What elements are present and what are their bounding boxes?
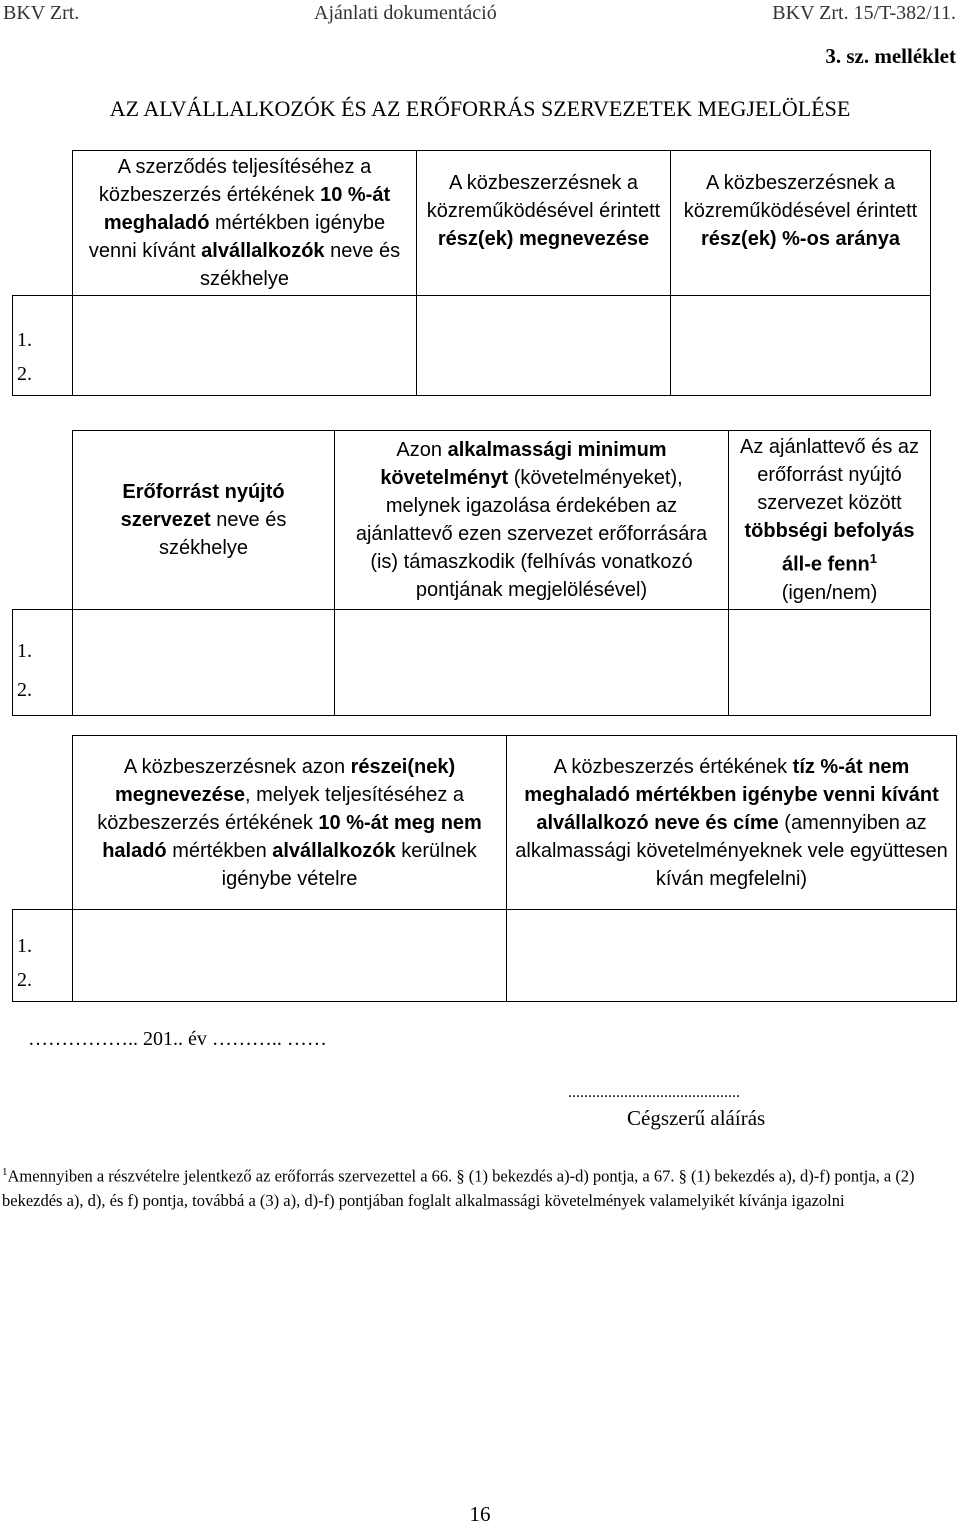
majority-influence-header: Az ajánlattevő és az erőforrást nyújtó szervezet között többségi befolyás áll-e fenn$^1$ (igen/nem) — [729, 431, 931, 610]
table-cell[interactable] — [729, 665, 931, 715]
row-number: 2. — [13, 960, 73, 1002]
row-number: 1. — [13, 910, 73, 960]
subcontractor-name-header: A szerződés teljesítéséhez a közbeszerzés értékének 10 %-át meghaladó mértékben igénybe venni kívánt alvállalkozók neve és székhelye — [73, 151, 417, 296]
table-cell[interactable] — [73, 665, 335, 715]
requirement-header: Azon alkalmassági minimum követelményt (követelményeket), melynek igazolása érdekében az ajánlattevő ezen szervezet erőforrására (is) támaszkodik (felhívás vonatkozó pontjának megjelölésével) — [335, 431, 729, 610]
header-ref: BKV Zrt. 15/T-382/11. — [772, 2, 956, 24]
table-cell[interactable] — [335, 609, 729, 665]
page-number: 16 — [469, 1502, 491, 1526]
table-cell[interactable] — [507, 910, 957, 960]
table-cell[interactable] — [73, 960, 507, 1002]
row-number: 2. — [13, 354, 73, 396]
table-cell[interactable] — [729, 609, 931, 665]
table-cell[interactable] — [73, 354, 417, 396]
date-line[interactable]: …………….. 201.. év ……….. …… — [28, 1028, 327, 1050]
row-number: 1. — [13, 296, 73, 354]
table-row — [13, 665, 931, 715]
table-cell[interactable] — [507, 960, 957, 1002]
resource-provider-header: Erőforrást nyújtó szervezet neve és székhelye — [73, 431, 335, 610]
footnote-text: Amennyiben a részvételre jelentkező az erőforrás szervezettel a 66. § (1) bekezdés a)-d) pontja, a 67. § (1) bekezdés a), d)-f) pontja, a (2) bekezdés a), d), és f) pontja, továbbá a (3) a), d)-f) pontjában foglalt alkalmassági követelmények valamelyikét kívánja igazolni — [2, 1166, 915, 1210]
signature-label: Cégszerű aláírás — [627, 1106, 766, 1130]
table-cell[interactable] — [671, 296, 931, 354]
table-row — [13, 296, 931, 354]
small-subcontractor-table — [12, 735, 957, 1002]
table-row — [13, 910, 957, 960]
parts-header: A közbeszerzésnek azon részei(nek) megnevezése, melyek teljesítéséhez a közbeszerzés értékének 10 %-át meg nem haladó mértékben alvállalkozók kerülnek igénybe vételre — [73, 736, 507, 910]
subcontractor-table — [12, 150, 931, 396]
part-name-header: A közbeszerzésnek a közreműködésével érintett rész(ek) megnevezése — [417, 151, 671, 296]
table-cell[interactable] — [417, 296, 671, 354]
footnote-mark: 1 — [2, 1166, 8, 1178]
footnote — [2, 1160, 957, 1213]
signature-line[interactable]: ........................................... — [568, 1084, 740, 1101]
table-cell[interactable] — [671, 354, 931, 396]
table-cell[interactable] — [73, 609, 335, 665]
resource-provider-table — [12, 430, 931, 716]
row-number: 2. — [13, 665, 73, 715]
table-cell[interactable] — [73, 910, 507, 960]
row-number: 1. — [13, 609, 73, 665]
document-title: AZ ALVÁLLALKOZÓK ÉS AZ ERŐFORRÁS SZERVEZETEK MEGJELÖLÉSE — [109, 96, 851, 121]
table-cell[interactable] — [417, 354, 671, 396]
header-company: BKV Zrt. — [3, 2, 80, 24]
subcontractor-address-header: A közbeszerzés értékének tíz %-át nem meghaladó mértékben igénybe venni kívánt alvállalkozó neve és címe (amennyiben az alkalmassági követelményeknek vele együttesen kíván megfelelni) — [507, 736, 957, 910]
table-row — [13, 960, 957, 1002]
table-row — [13, 609, 931, 665]
header-doc-type: Ajánlati dokumentáció — [314, 2, 497, 24]
table-row — [13, 354, 931, 396]
part-ratio-header: A közbeszerzésnek a közreműködésével érintett rész(ek) %-os aránya — [671, 151, 931, 296]
table-cell[interactable] — [73, 296, 417, 354]
annex-label: 3. sz. melléklet — [825, 44, 956, 68]
table-cell[interactable] — [335, 665, 729, 715]
